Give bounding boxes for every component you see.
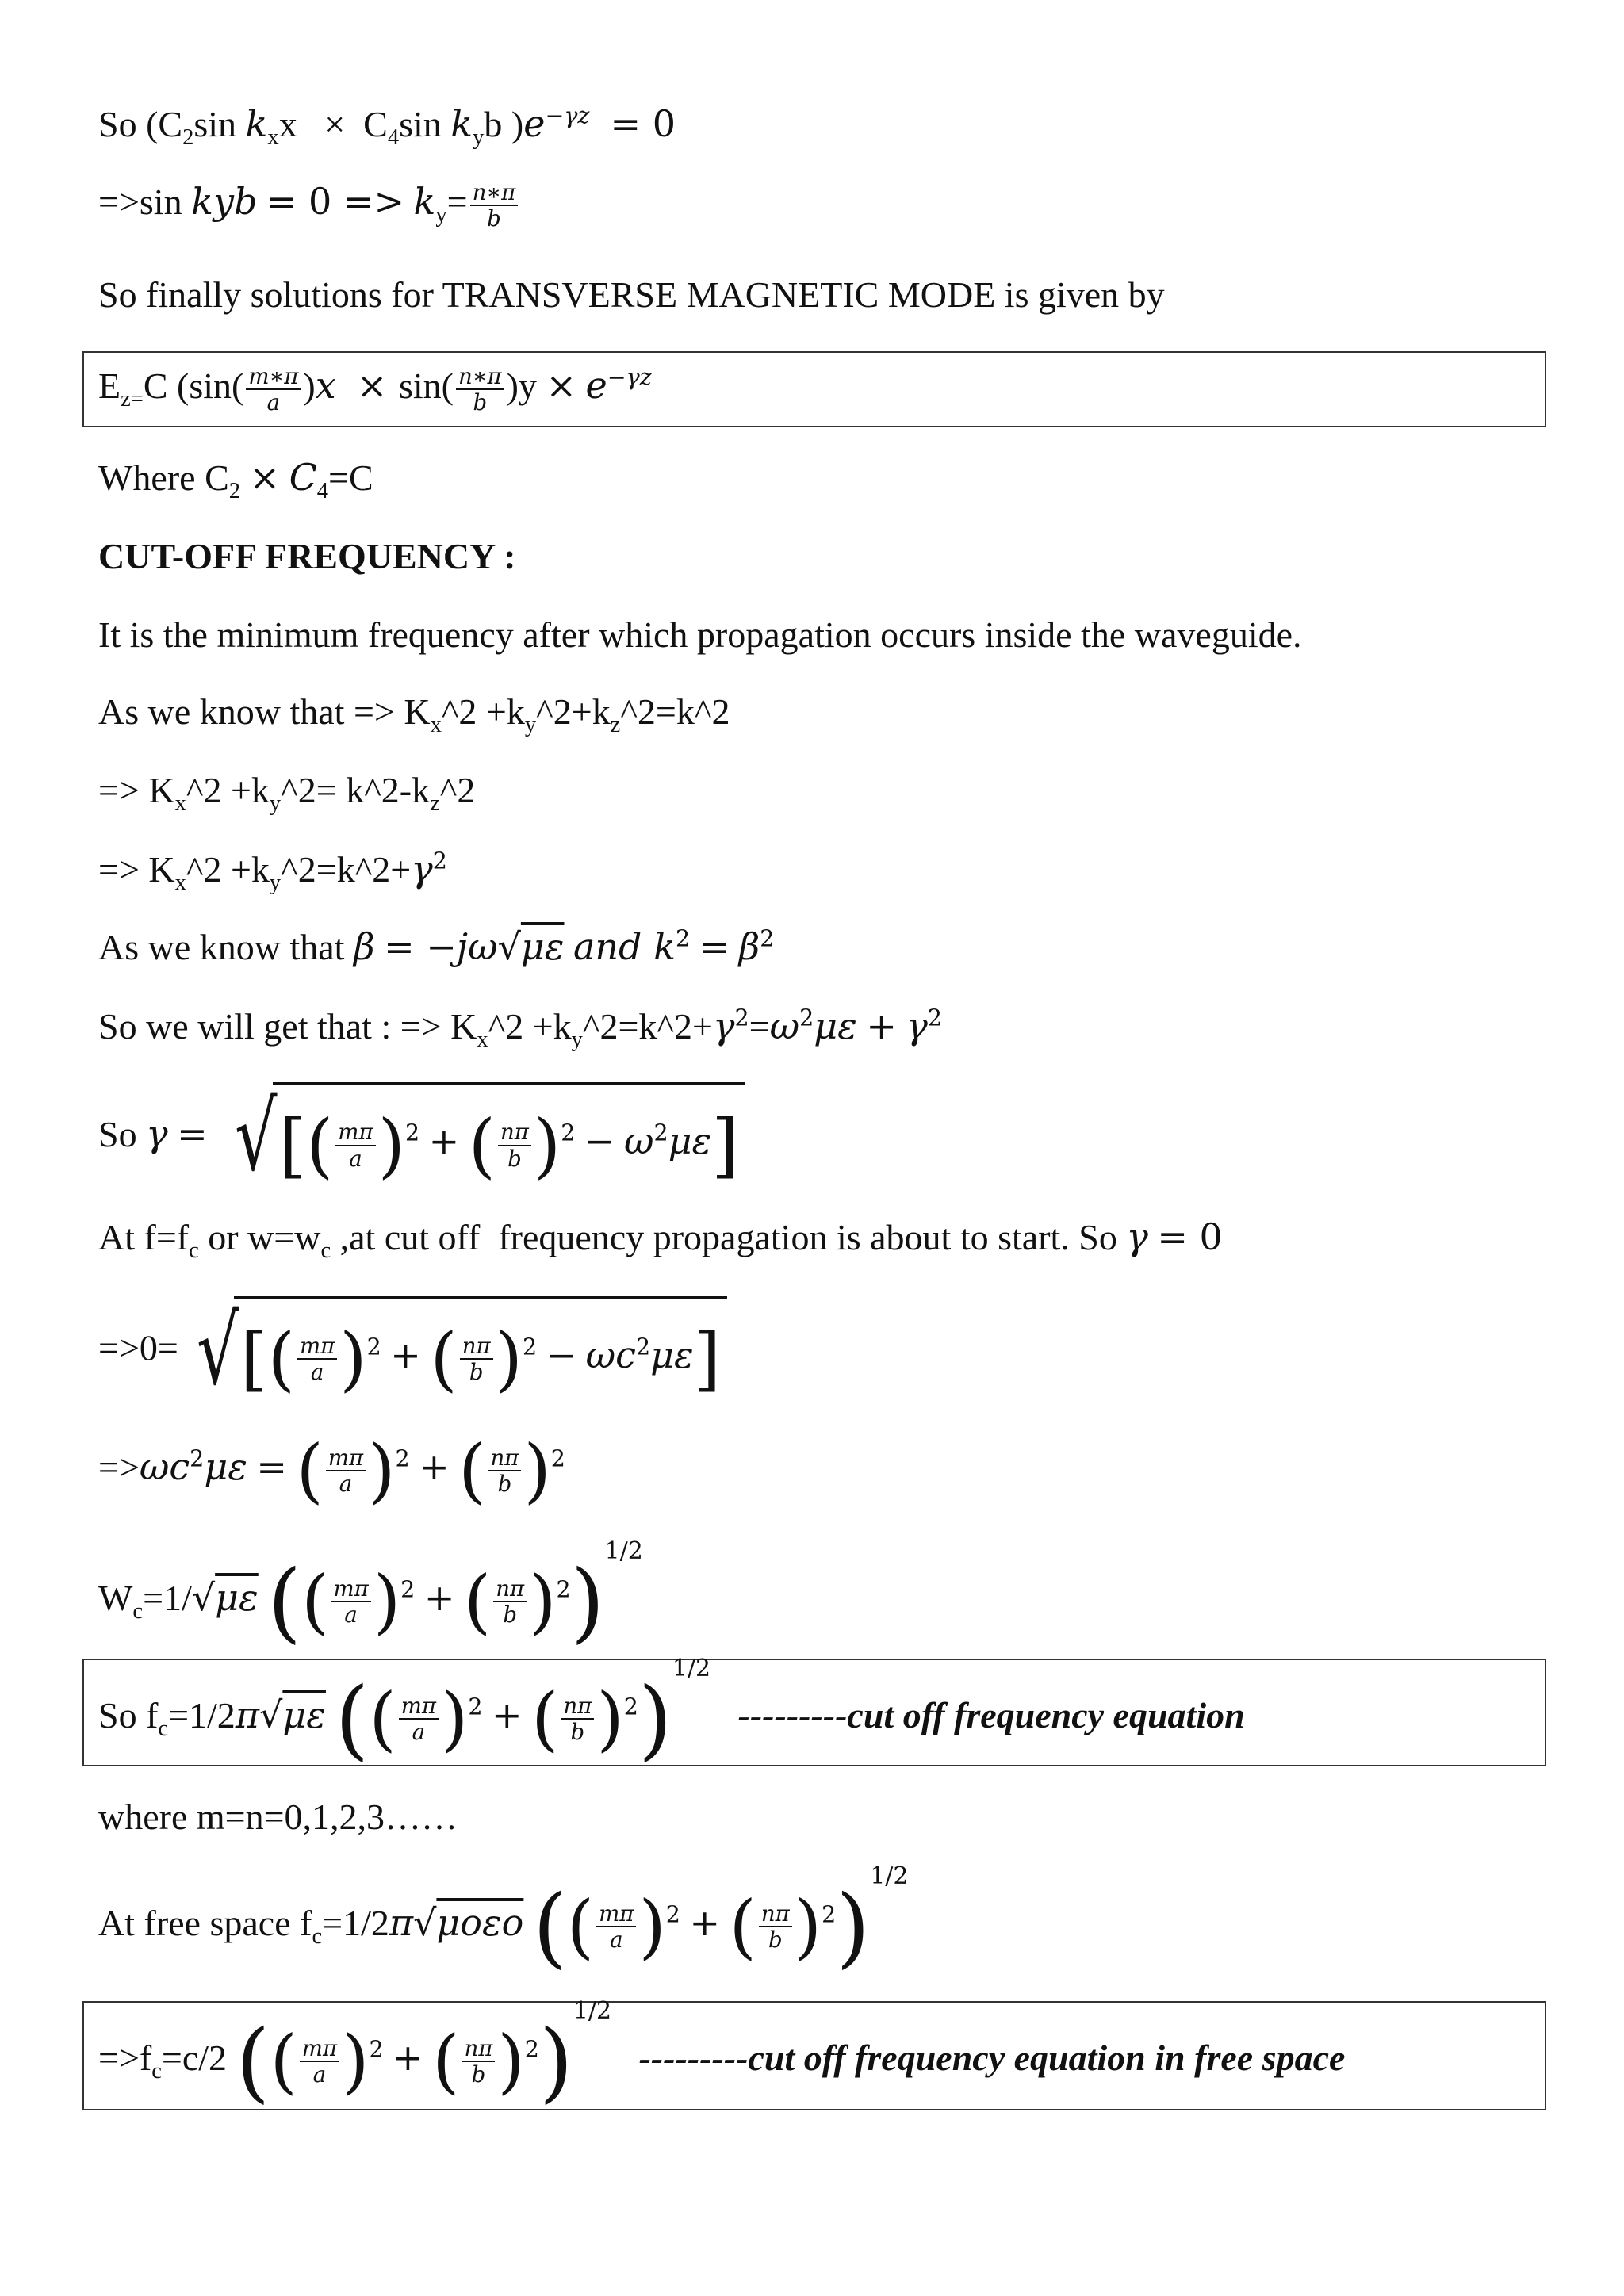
free-space-label: ---------cut off frequency equation in free space	[638, 2038, 1346, 2078]
eq-line-16: $=>\omega c^2\mu\varepsilon$ = ( $\frac{m\pi}{a}$ )$^2$ + ( $\frac{n\pi}{b}$ )$^2$	[98, 1429, 565, 1512]
definition-text: It is the minimum frequency after which propagation occurs inside the waveguide.	[98, 614, 1302, 655]
eq-line-14: At $f=f_c$ or $w=w_c$ ,at cut off frequency propagation is about to start. So γ = 0	[98, 1215, 1223, 1264]
eq-line-19: where m=n=0,1,2,3……	[98, 1797, 458, 1837]
eq-line-18: So $f_c=1/2\pi√\mu\varepsilon$ (( $\frac{m\pi}{a}$ )$^2$ + ( $\frac{n\pi}{b}$ )$^2$)1/2 ---------cut off frequency equation	[98, 1655, 1245, 1770]
eq-line-4: $E_{z=}C$ (sin( $\frac{m∗\pi}{a}$ )x × sin( $\frac{n∗\pi}{b}$ )$y \times e^{-\gamma z}$	[98, 362, 652, 416]
sqrt-expression-cutoff: √[( $\frac{m\pi}{a}$ )$^2$ + ( $\frac{n\pi}{b}$ )$^2 - \omega c^2\mu\varepsilon$]	[178, 1296, 727, 1407]
eq-line-2: =>sin kyb = $0 => k_y=$ $\frac{n∗\pi}{b}$	[98, 178, 520, 232]
eq-line-15: =>0= √[( $\frac{m\pi}{a}$ )$^2$ + ( $\frac{n\pi}{b}$ )$^2 - \omega c^2\mu\varepsilon$]	[98, 1296, 727, 1407]
eq-line-17: $W_c=1/√\mu\varepsilon$ (( $\frac{m\pi}{a}$ )$^2$ + ( $\frac{n\pi}{b}$ )$^2$)1/2	[98, 1537, 643, 1653]
eq-line-9: => $K_x\^{}2$ $+k_y\^{}2=$ $k\^{}2-k_z\^{}2$	[98, 770, 476, 817]
cutoff-label: ---------cut off frequency equation	[737, 1695, 1245, 1735]
eq-line-5: Where $C_2 \times C_4=C$	[98, 456, 373, 504]
sqrt-expression: √[( $\frac{m\pi}{a}$ )$^2$ + ( $\frac{n\pi}{b}$ )$^2 - \omega^2\mu\varepsilon$]	[216, 1082, 745, 1193]
eq-line-20: At free space $f_c=1/2\pi√\mu o\varepsilon o$ (( $\frac{m\pi}{a}$ )$^2$ + ( $\frac{n\pi}{b}$ )$^2$)1/2	[98, 1862, 909, 1978]
eq-line-1	[98, 100, 676, 151]
eq-line-8: As we know that => $K_x\^{}2$ $+k_y\^{}2+k_z\^{}2=k\^{}2$	[98, 691, 730, 738]
section-heading: CUT-OFF FREQUENCY :	[98, 536, 516, 576]
eq-line-11: As we know that β = −jω√με and $k^2 = \beta^2$	[98, 925, 775, 968]
eq-line-10: => $K_x\^{}2$ $+k_y\^{}2=k\^{}2+\gamma^2$	[98, 848, 447, 896]
eq-line-21: $=>f_c=c/2$ (( $\frac{m\pi}{a}$ )$^2$ + ( $\frac{n\pi}{b}$ )$^2$)1/2 ---------cut off frequency equation in free space	[98, 1997, 1346, 2113]
eq-line-12: So we will get that : => $K_x\^{}2$ $+k_y\^{}2=k\^{}2+\gamma^2=\omega^2\mu\varepsilon + \gamma^2$	[98, 1004, 943, 1053]
eq-line-3: So finally solutions for TRANSVERSE MAGNETIC MODE is given by	[98, 274, 1165, 315]
eq-line-13: So γ = √[( $\frac{m\pi}{a}$ )$^2$ + ( $\frac{n\pi}{b}$ )$^2 - \omega^2\mu\varepsilon$]	[98, 1082, 745, 1193]
eq-line-1-text: So ($C_2\sin$ $k_xx \times C_4\sin$ $k_yb$ )$e^{-\gamma z} = 0$	[98, 102, 676, 151]
